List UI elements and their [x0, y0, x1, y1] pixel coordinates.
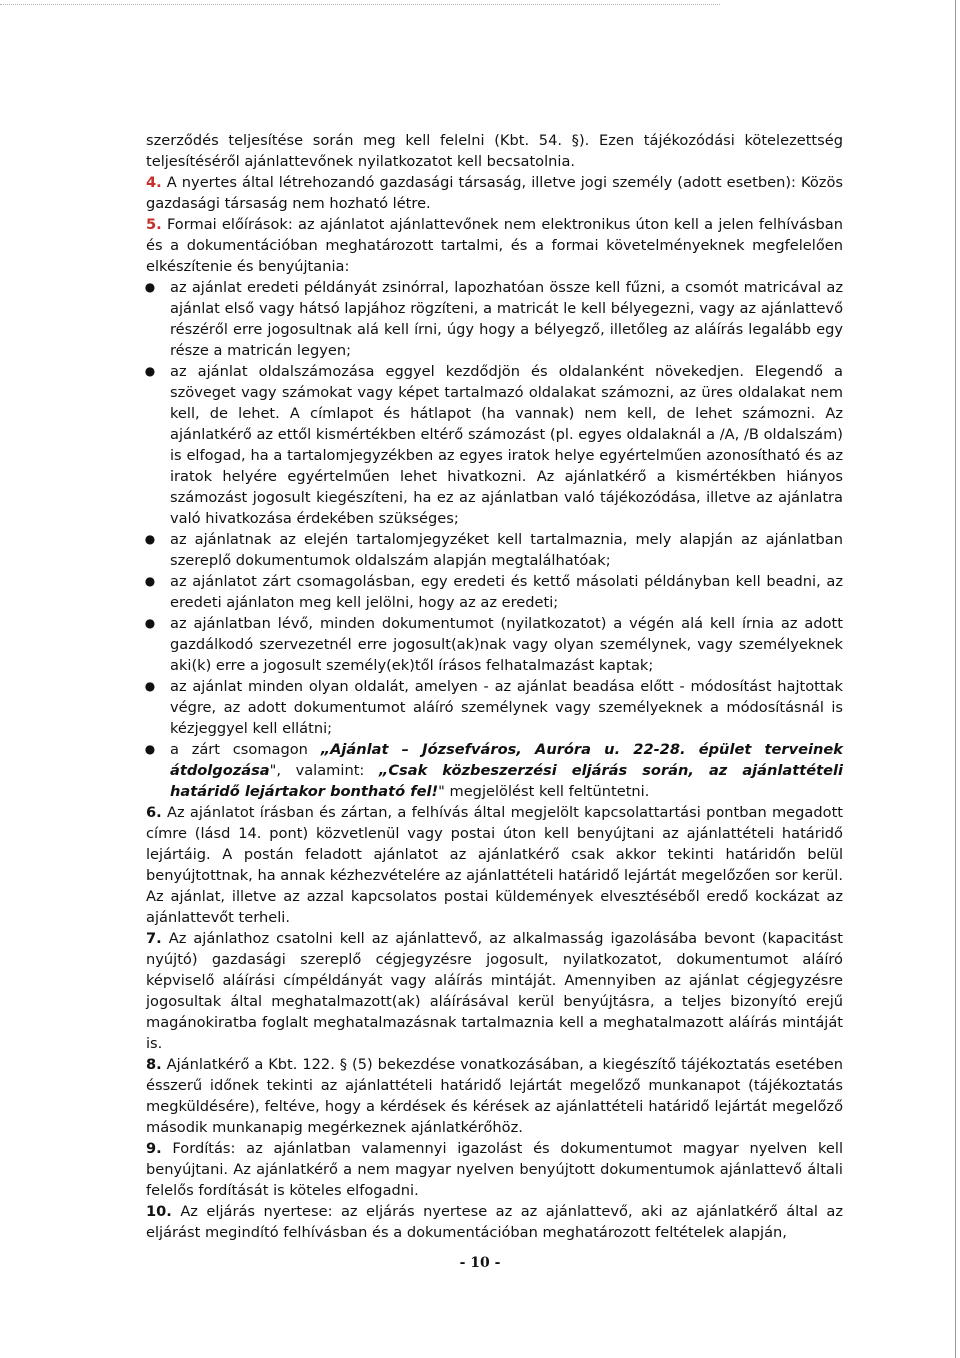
section-5 [146, 214, 843, 277]
section-10-text: Az eljárás nyertese: az eljárás nyertese az az ajánlattevő, aki az ajánlatkérő által az eljárást megindító felhívásban és a dokumentációban meghatározott feltételek alapján, [146, 1203, 844, 1241]
page-number: - 10 - [459, 1255, 501, 1271]
section-7 [146, 928, 843, 1054]
list-item: ● az ajánlat oldalszámozása eggyel kezdődjön és oldalanként növekedjen. Elegendő a szöveget vagy számokat vagy képet tartalmazó oldalakat számozni, az üres oldalakat nem kell, de lehet. A címlapot és hátlapot (ha vannak) nem kell, de lehet számozni. Az ajánlatkérő az ettől kismértékben eltérő számozást (pl. egyes oldalaknál a /A, /B oldalszám) is elfogad, ha a tartalomjegyzékben az egyes iratok helye egyértelműen azonosítható és az iratok helyére egyértelműen lehet hivatkozni. Az ajánlatkérő a kismértékben hiányos számozást jogosult kiegészíteni, ha ez az ajánlatban való tájékozódása, illetve az ajánlatra való hivatkozása érdekében szükséges; [146, 361, 843, 529]
section-4-number: 4. [146, 174, 162, 191]
section-6-number: 6. [146, 804, 162, 821]
scan-right-edge [955, 0, 956, 1358]
section-10-number: 10. [146, 1203, 172, 1220]
section-7-text: Az ajánlathoz csatolni kell az ajánlattevő, az alkalmasság igazolásába bevont (kapacitást nyújtó) gazdasági szereplő cégjegyzésre jogosult, nyilatkozatot, dokumentumot aláíró képviselő aláírási címpéldányát vagy aláírás mintáját. Amennyiben az ajánlat cégjegyzésre jogosultak által meghatalmazott(ak) aláírásával kerül benyújtásra, a teljes bizonyító erejű magánokiratba foglalt meghatalmazásnak tartalmaznia kell a meghatalmazott aláírás mintáját is. [146, 930, 844, 1052]
section-10 [146, 1201, 843, 1243]
bullet-icon: ● [144, 574, 156, 588]
section-6-text: Az ajánlatot írásban és zártan, a felhívás által megjelölt kapcsolattartási pontban megadott címre (lásd 14. pont) közvetlenül vagy postai úton kell benyújtani az ajánlattételi határidő lejártáig. A postán feladott ajánlatot az ajánlatkérő csak akkor tekinti határidőn belül benyújtottnak, ha annak kézhezvételére az ajánlattételi határidő lejártát megelőzően sor kerül. Az ajánlat, illetve az azzal kapcsolatos postai küldemények elvesztéséből eredő kockázat az ajánlattevőt terheli. [146, 804, 844, 926]
section-9-text: Fordítás: az ajánlatban valamennyi igazolást és dokumentumot magyar nyelven kell benyújtani. Az ajánlatkérő a nem magyar nyelven benyújtott dokumentumok ajánlattevő általi felelős fordítását is köteles elfogadni. [146, 1140, 843, 1199]
scan-top-edge [0, 4, 720, 5]
list-item: ● a zárt csomagon „Ajánlat – Józsefváros, Auróra u. 22-28. épület terveinek átdolgozása", valamint: „Csak közbeszerzési eljárás során, az ajánlattételi határidő lejártakor bontható fel!" megjelölést kell feltüntetni. [146, 739, 843, 802]
bullet-icon: ● [144, 364, 156, 378]
section-8-text: Ajánlatkérő a Kbt. 122. § (5) bekezdése vonatkozásában, a kiegészítő tájékoztatás esetében ésszerű időnek tekinti az ajánlattételi határidő lejártát megelőző munkanapot (tájékoztatás megküldésére), feltéve, hogy a kérdések és kérések az ajánlattételi határidő lejártát megelőző második munkanapig megérkeznek ajánlatkérőhöz. [146, 1056, 843, 1136]
bullet-icon: ● [144, 280, 156, 294]
section-8 [146, 1054, 843, 1138]
section-4 [146, 172, 843, 214]
section-9 [146, 1138, 843, 1201]
list-item: ● az ajánlatnak az elején tartalomjegyzéket kell tartalmaznia, mely alapján az ajánlatban szereplő dokumentumok oldalszám alapján megtalálhatóak; [146, 529, 843, 571]
list-item: ● az ajánlat minden olyan oldalát, amelyen - az ajánlat beadása előtt - módosítást hajtottak végre, az adott dokumentumot aláíró személynek vagy személyeknek a módosításnál is kézjeggyel kell ellátni; [146, 676, 843, 739]
section-8-number: 8. [146, 1056, 162, 1073]
section-7-number: 7. [146, 930, 162, 947]
bullet-icon: ● [144, 679, 156, 693]
bullet-icon: ● [144, 532, 156, 546]
bullet-icon: ● [144, 616, 156, 630]
intro-paragraph: szerződés teljesítése során meg kell felelni (Kbt. 54. §). Ezen tájékozódási kötelezettség teljesítéséről ajánlattevőnek nyilatkozatot kell becsatolnia. [146, 132, 843, 170]
section-6 [146, 802, 843, 928]
bullet-icon: ● [144, 742, 156, 756]
formal-requirements-list [146, 277, 843, 802]
section-5-number: 5. [146, 216, 162, 233]
section-4-text: A nyertes által létrehozandó gazdasági társaság, illetve jogi személy (adott esetben): Közös gazdasági társaság nem hozható létre. [146, 174, 843, 212]
list-item: ● az ajánlatot zárt csomagolásban, egy eredeti és kettő másolati példányban kell beadni, az eredeti ajánlaton meg kell jelölni, hogy az az eredeti; [146, 571, 843, 613]
section-5-text: Formai előírások: az ajánlatot ajánlattevőnek nem elektronikus úton kell a jelen felhívásban és a dokumentációban meghatározott tartalmi, és a formai követelményeknek megfelelően elkészítenie és benyújtania: [146, 216, 843, 275]
list-item: ● az ajánlat eredeti példányát zsinórral, lapozhatóan össze kell fűzni, a csomót matricával az ajánlat első vagy hátsó lapjához rögzíteni, a matricát le kell bélyegezni, vagy az ajánlattevő részéről erre jogosultnak alá kell írni, úgy hogy a bélyegző, illetőleg az aláírás legalább egy része a matricán legyen; [146, 277, 843, 361]
section-9-number: 9. [146, 1140, 162, 1157]
list-item: ● az ajánlatban lévő, minden dokumentumot (nyilatkozatot) a végén alá kell írnia az adott gazdálkodó szervezetnél erre jogosult(ak)nak vagy olyan személynek, vagy személyeknek aki(k) erre a jogosult személy(ek)től írásos felhatalmazást kaptak; [146, 613, 843, 676]
document-body [146, 130, 843, 1243]
